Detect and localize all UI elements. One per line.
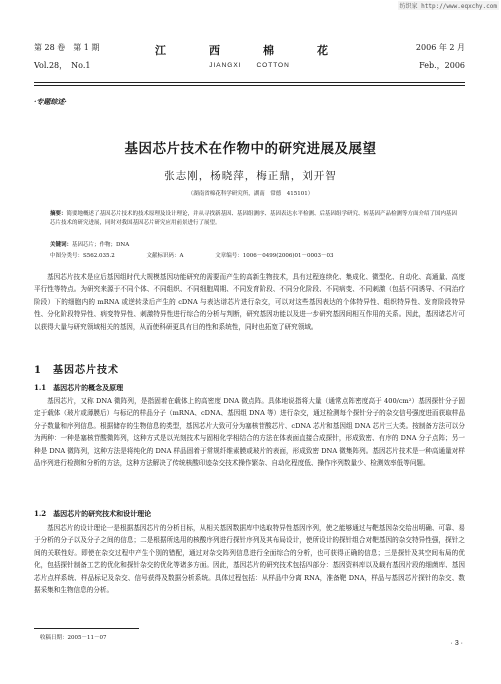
- article-title: 基因芯片技术在作物中的研究进展及展望: [124, 141, 377, 157]
- abstract-block: [50, 210, 461, 228]
- document-code: 文献标识码：A: [146, 253, 184, 259]
- subsection-body: [34, 395, 465, 469]
- keywords-text: 基因芯片；作物；DNA: [72, 242, 130, 248]
- paragraph: 基因芯片的设计理论一是根据基因芯片的分析目标，从相关基因数据库中选取特异性基因序列，使之能够通过与靶基因杂交给出明确、可靠、易于分析的分子以及分子之间的信息；二是根据所选用的核酸序列进行探针序列及其布局设计，使所设计的探针组合对靶基因的杂交特异性强，探针之间的关联性好。即使在杂交过程中产生个别的错配，通过对杂交阵列信息进行全面综合的分析，也可获得正确的信息；三是探针及其空间布局的优化，包括探针制备工艺的优化和探针杂交的优化等诸多方面。因此，基因芯片的研究技术包括四部分：基因资料库以及载有基因片段的细菌库、基因芯片点样系统、样品标记及杂交、信号获得及数据分析系统。具体过程包括：从样品中分离 RNA，准备靶 DNA，样品与基因芯片探针的杂交、数据采集和生物信息的分析。: [34, 524, 465, 595]
- column-tag: ·专题综述·: [34, 97, 67, 106]
- section-heading: 1 基因芯片技术: [34, 365, 119, 376]
- volume-issue-en: Vol.28， No.1: [34, 61, 91, 70]
- article-number: 文章编号：1006－0499(2006)01－0003－03: [215, 253, 334, 259]
- abstract-label: 摘要：: [50, 211, 67, 217]
- classification-line: [50, 252, 461, 261]
- header-rule-thick: [34, 82, 465, 83]
- keywords-label: 关键词：: [50, 242, 73, 248]
- subsection-heading: 1.1 基因芯片的概念及原理: [34, 383, 124, 392]
- journal-name-cn: 江 西 棉 花: [155, 44, 344, 57]
- footnote-rule: [34, 628, 139, 629]
- author-affiliation: （湖南省棉花科学研究所，湖南 常德 415101）: [187, 191, 314, 197]
- volume-issue-cn: 第 28 卷 第 1 期: [34, 43, 100, 52]
- intro-paragraph: 基因芯片技术是应后基因组时代大规模基因功能研究的需要而产生的高新生物技术，具有过程连续化、集成化、微型化、自动化、高通量、高度平行性等特点。为研究来源于不同个体、不同组织、不同细胞周期、不同发育阶段、不同分化阶段、不同病变、不同刺激（包括不同诱导、不同治疗阶段）下的细胞内的 mRNA 或逆转录后产生的 cDNA 与表达谱芯片进行杂交，可以对这些基因表达的个体特异性、组织特异性、发育阶段特异性、分化阶段特异性、病变特异性、刺激特异性进行综合的分析与判断，研究基因功能以及进一步研究基因间相互作用的关系。因此，基因诸芯片可以获得大量与研究领域相关的基因，从而使科研更具有目的性和系统性，同时也拓宽了研究领域。: [34, 273, 465, 331]
- received-date-footnote: 收稿日期：2005－11－07: [40, 635, 107, 641]
- paragraph: 基因芯片，又称 DNA 微阵列，是指固着在载体上的高密度 DNA 微点阵。具体地说指将大量（通常点阵密度高于 400/cm²）基因探针分子固定于载体（玻片或薄膜后）与标记的样品分子（mRNA、cDNA、基因组 DNA 等）进行杂交，通过检测每个探针分子的杂交信号强度进而获取样品分子数量和序列信息。根据储存的生物信息的类型，基因芯片大致可分为塞核苷酸芯片、cDNA 芯片和基因组 DNA 芯片三大类。按制备方法可以分为两种：一种是塞核苷酸微阵列，这种方式是以光刻技术与固相化学相结合的方法在体表面直接合成探针，形成致密、有序的 DNA 分子点阵；另一种是 DNA 微阵列，这种方法是将纯化的 DNA 样品固着于常规纤维素膜或玻片的表面，形成致密 DNA 微集阵列。基因芯片技术是一种高通量对样品序列进行检测和分析的方法，这种方法解决了传统核酸印迹杂交技术操作繁杂、自动化程度低、操作序列数量少、检测效率低等问题。: [34, 397, 465, 468]
- journal-header: [34, 42, 465, 84]
- clc-number: 中图分类号：S562.035.2: [50, 253, 115, 259]
- intro-paragraph-block: [34, 271, 465, 333]
- keywords-block: [50, 241, 461, 250]
- page-number: · 3 ·: [450, 640, 463, 647]
- subsection-heading: 1.2 基因芯片的研究技术和设计理论: [34, 509, 152, 518]
- journal-name-en: JIANGXI COTTON: [209, 62, 290, 69]
- issue-date-cn: 2006 年 2 月: [415, 43, 465, 52]
- abstract-text: 简要地概述了基因芯片技术的技术原理及设计理论，并从寻找新基因、基因组测序、基因表达水平检测、后基因组学研究、转基因产品检测等方面介绍了国内基因芯片技术的研究进展，同时对我国基因芯片研究应用前景进行了展望。: [50, 211, 458, 226]
- subsection-body: [34, 522, 465, 596]
- author-list: 张志刚，杨晓萍，梅正鼎，刘开智: [164, 170, 337, 182]
- header-rule-thin: [34, 85, 465, 86]
- issue-date-en: Feb.，2006: [419, 61, 465, 70]
- source-watermark: 纺织家 http://www.eqxchy.com: [399, 3, 497, 10]
